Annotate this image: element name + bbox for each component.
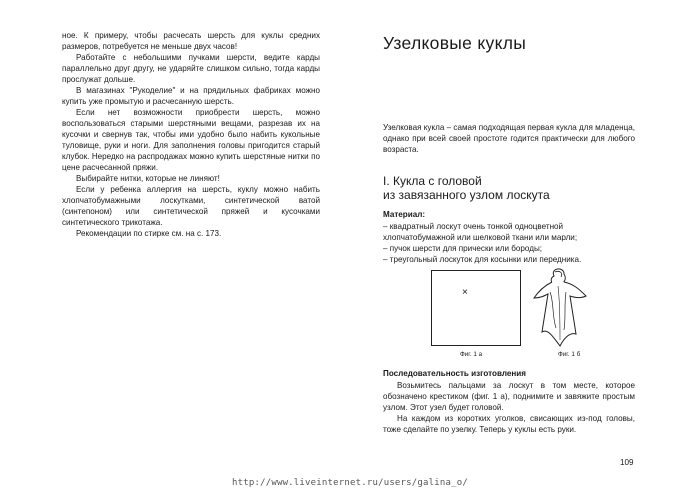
page-number: 109 xyxy=(620,458,634,467)
intro-paragraph: Узелковая кукла – самая подходящая первая кукла для младенца, однако при всей своей простоте годится практически для любого возраста. xyxy=(383,123,635,154)
watermark-url: http://www.liveinternet.ru/users/galina_o/ xyxy=(232,478,468,488)
figure-1a-caption: Фиг. 1 а xyxy=(460,351,483,358)
figure-1a-square-cloth xyxy=(431,270,521,346)
paragraph: Если нет возможности приобрести шерсть, можно воспользоваться старыми шерстяными вещами, разрезав их на кусочки и свернув так, чтобы ими удобно было набить кукольные туловище, руки и ноги. Для заполнения головы пригодится старый клубок. Нередко на распродажах можно купить шерстяные нитки по цене расчесанной пряжи. xyxy=(62,108,320,172)
section-title-line: из завязанного узлом лоскута xyxy=(383,188,550,202)
paragraph: В магазинах "Рукоделие" и на прядильных фабриках можно купить уже промытую и расчесанную шерсть. xyxy=(62,86,320,106)
material-label: Материал: xyxy=(383,210,426,219)
material-item: – квадратный лоскут очень тонкой одноцветной хлопчатобумажной или шелковой ткани или марли; xyxy=(383,222,578,242)
paragraph: Рекомендации по стирке см. на с. 173. xyxy=(76,229,222,238)
cross-mark: × xyxy=(462,287,468,298)
figure-1b-knot-doll xyxy=(530,262,590,348)
paragraph: На каждом из коротких уголков, свисающих из-под головы, тоже сделайте по узелку. Теперь у куклы есть руки. xyxy=(383,414,635,434)
section-title-line: I. Кукла с головой xyxy=(383,174,482,188)
sequence-label: Последовательность изготовления xyxy=(383,369,526,378)
material-item: – пучок шерсти для прически или бороды; xyxy=(383,244,543,253)
left-page-text xyxy=(62,30,320,239)
paragraph: ное. К примеру, чтобы расчесать шерсть для куклы средних размеров, потребуется не меньше двух часов! xyxy=(62,31,320,51)
paragraph: Если у ребенка аллергия на шерсть, куклу можно набить хлопчатобумажными лоскутками, синтетической ватой (синтепоном) или синтетической пряжей и кусочками синтетического трикотажа. xyxy=(62,185,320,227)
material-list xyxy=(383,221,635,265)
material-item: – треугольный лоскуток для косынки или передника. xyxy=(383,255,582,264)
sequence-text xyxy=(383,380,635,435)
left-page xyxy=(0,0,349,494)
page-title: Узелковые куклы xyxy=(383,33,527,53)
right-page xyxy=(350,0,699,494)
section-title xyxy=(383,174,550,202)
paragraph: Работайте с небольшими пучками шерсти, ведите карды параллельно друг другу, не ударяйте слишком сильно, тогда карды прослужат дольше. xyxy=(62,53,320,84)
paragraph: Возьмитесь пальцами за лоскут в том месте, которое обозначено крестиком (фиг. 1 а), поднимите и завяжите простым узлом. Этот узел будет головой. xyxy=(383,381,635,412)
figure-1b-caption: Фиг. 1 б xyxy=(558,351,581,358)
paragraph: Выбирайте нитки, которые не линяют! xyxy=(76,174,220,183)
